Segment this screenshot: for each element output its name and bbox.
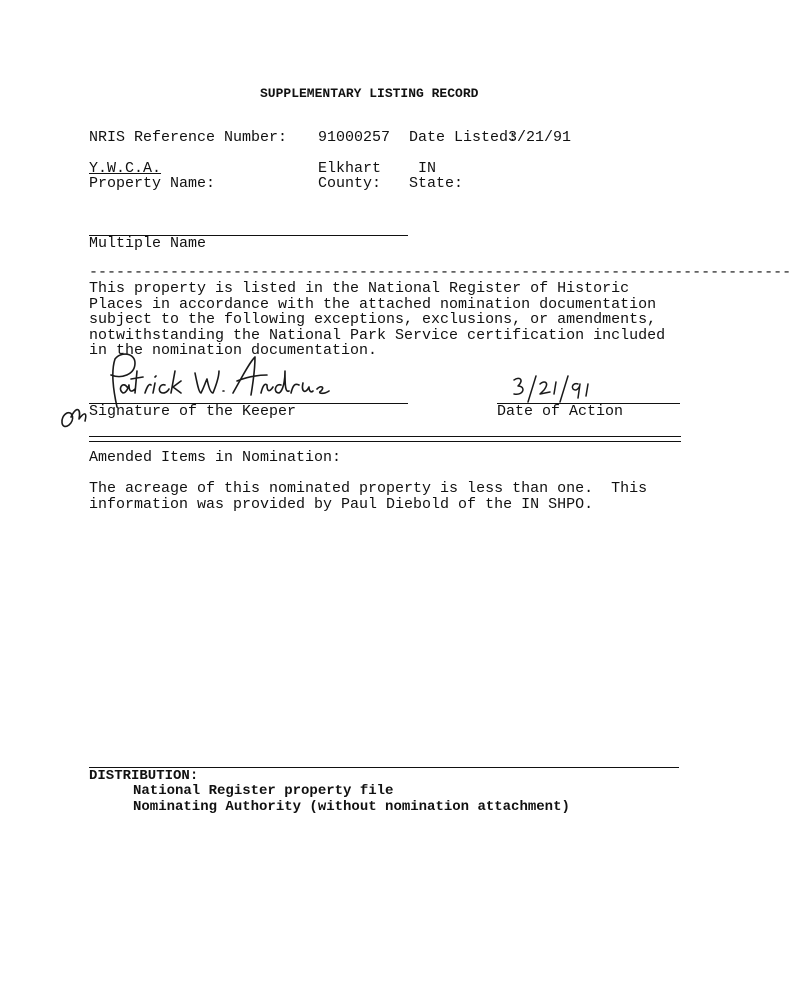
state-label: State: [409, 175, 464, 192]
county-label: County: [318, 175, 382, 192]
property-name-value: Y.W.C.A. [89, 160, 162, 177]
distribution-item: Nominating Authority (without nomination attachment) [133, 799, 570, 815]
distribution-item: National Register property file [133, 783, 394, 799]
statement-line: notwithstanding the National Park Service certification included [89, 326, 666, 344]
property-name-label: Property Name: [89, 175, 216, 192]
statement-line: Places in accordance with the attached nomination documentation [89, 295, 657, 313]
double-separator-top [89, 436, 681, 437]
amended-text [89, 481, 647, 512]
statement-line: in the nomination documentation. [89, 342, 378, 359]
date-listed-value: 3/21/91 [508, 129, 572, 146]
statement-line: This property is listed in the National Register of Historic [89, 280, 630, 297]
nris-reference-label: NRIS Reference Number: [89, 129, 288, 146]
amended-line: The acreage of this nominated property is less than one. This [89, 480, 648, 497]
nris-reference-number: 91000257 [318, 129, 391, 146]
signature-of-keeper-label: Signature of the Keeper [89, 403, 297, 420]
statement-line: subject to the following exceptions, exclusions, or amendments, [89, 311, 657, 328]
distribution-heading: DISTRIBUTION: [89, 768, 199, 784]
amended-items-heading: Amended Items in Nomination: [89, 449, 342, 466]
double-separator-bottom [89, 441, 681, 442]
dashed-separator: ------------------------------------------------------------------------------ [89, 264, 791, 281]
state-value: IN [418, 160, 437, 177]
county-value: Elkhart [318, 160, 382, 177]
document-title: SUPPLEMENTARY LISTING RECORD [260, 86, 479, 101]
date-of-action-label: Date of Action [497, 403, 624, 420]
amended-line: information was provided by Paul Diebold of the IN SHPO. [89, 495, 594, 513]
multiple-name-label: Multiple Name [89, 235, 207, 252]
date-listed-label: Date Listed: [409, 129, 518, 146]
